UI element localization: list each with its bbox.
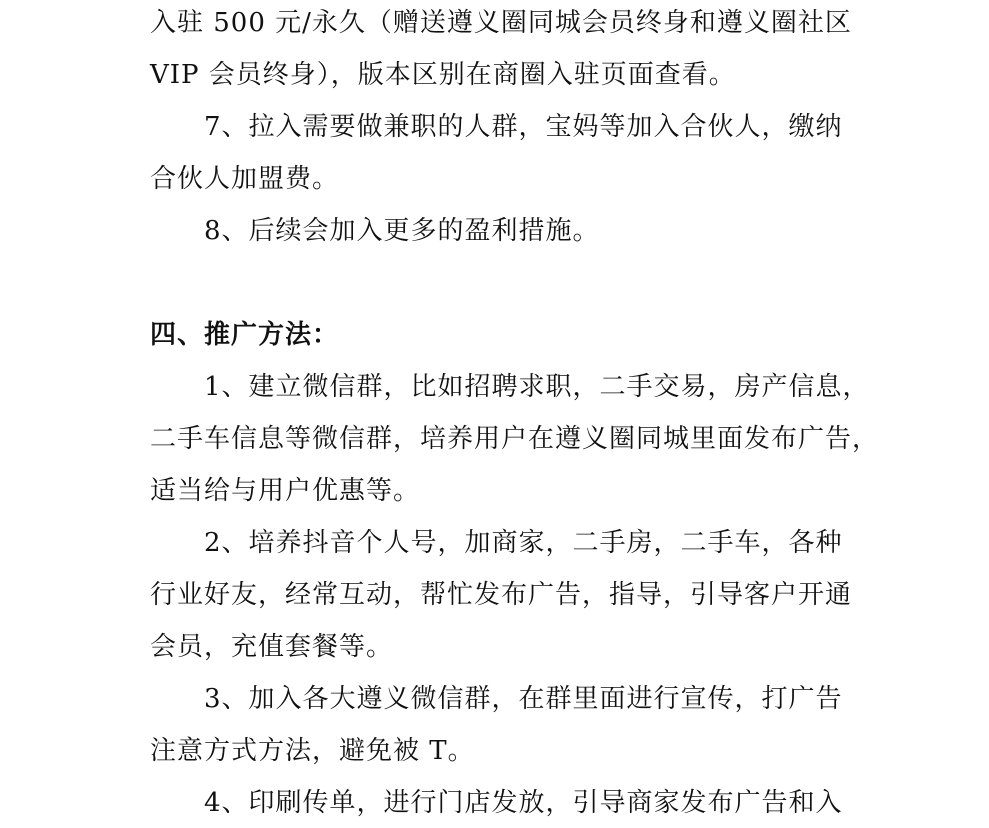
text-line-2: VIP 会员终身），版本区别在商圈入驻页面查看。: [150, 60, 736, 90]
promo-item-1-line-3: 适当给与用户优惠等。: [150, 476, 421, 506]
promo-item-2-line-3: 会员，充值套餐等。: [150, 632, 394, 662]
promo-item-1-line-1: 1、建立微信群，比如招聘求职，二手交易，房产信息，: [204, 372, 870, 402]
promo-item-1-line-2: 二手车信息等微信群，培养用户在遵义圈同城里面发布广告，: [150, 424, 880, 454]
text-line-1: 入驻 500 元/永久（赠送遵义圈同城会员终身和遵义圈社区: [150, 8, 852, 38]
promo-item-3-line-2: 注意方式方法，避免被 T。: [150, 736, 475, 766]
section-heading-promotion: 四、推广方法：: [150, 320, 340, 350]
item-7-line-2: 合伙人加盟费。: [150, 164, 340, 194]
promo-item-4-line-1: 4、印刷传单，进行门店发放，引导商家发布广告和入: [204, 788, 843, 818]
promo-item-2-line-2: 行业好友，经常互动，帮忙发布广告，指导，引导客户开通: [150, 580, 853, 610]
item-8: 8、后续会加入更多的盈利措施。: [204, 216, 600, 246]
promo-item-3-line-1: 3、加入各大遵义微信群，在群里面进行宣传，打广告: [204, 684, 843, 714]
promo-item-2-line-1: 2、培养抖音个人号，加商家，二手房，二手车，各种: [204, 528, 843, 558]
item-7-line-1: 7、拉入需要做兼职的人群，宝妈等加入合伙人，缴纳: [204, 112, 843, 142]
